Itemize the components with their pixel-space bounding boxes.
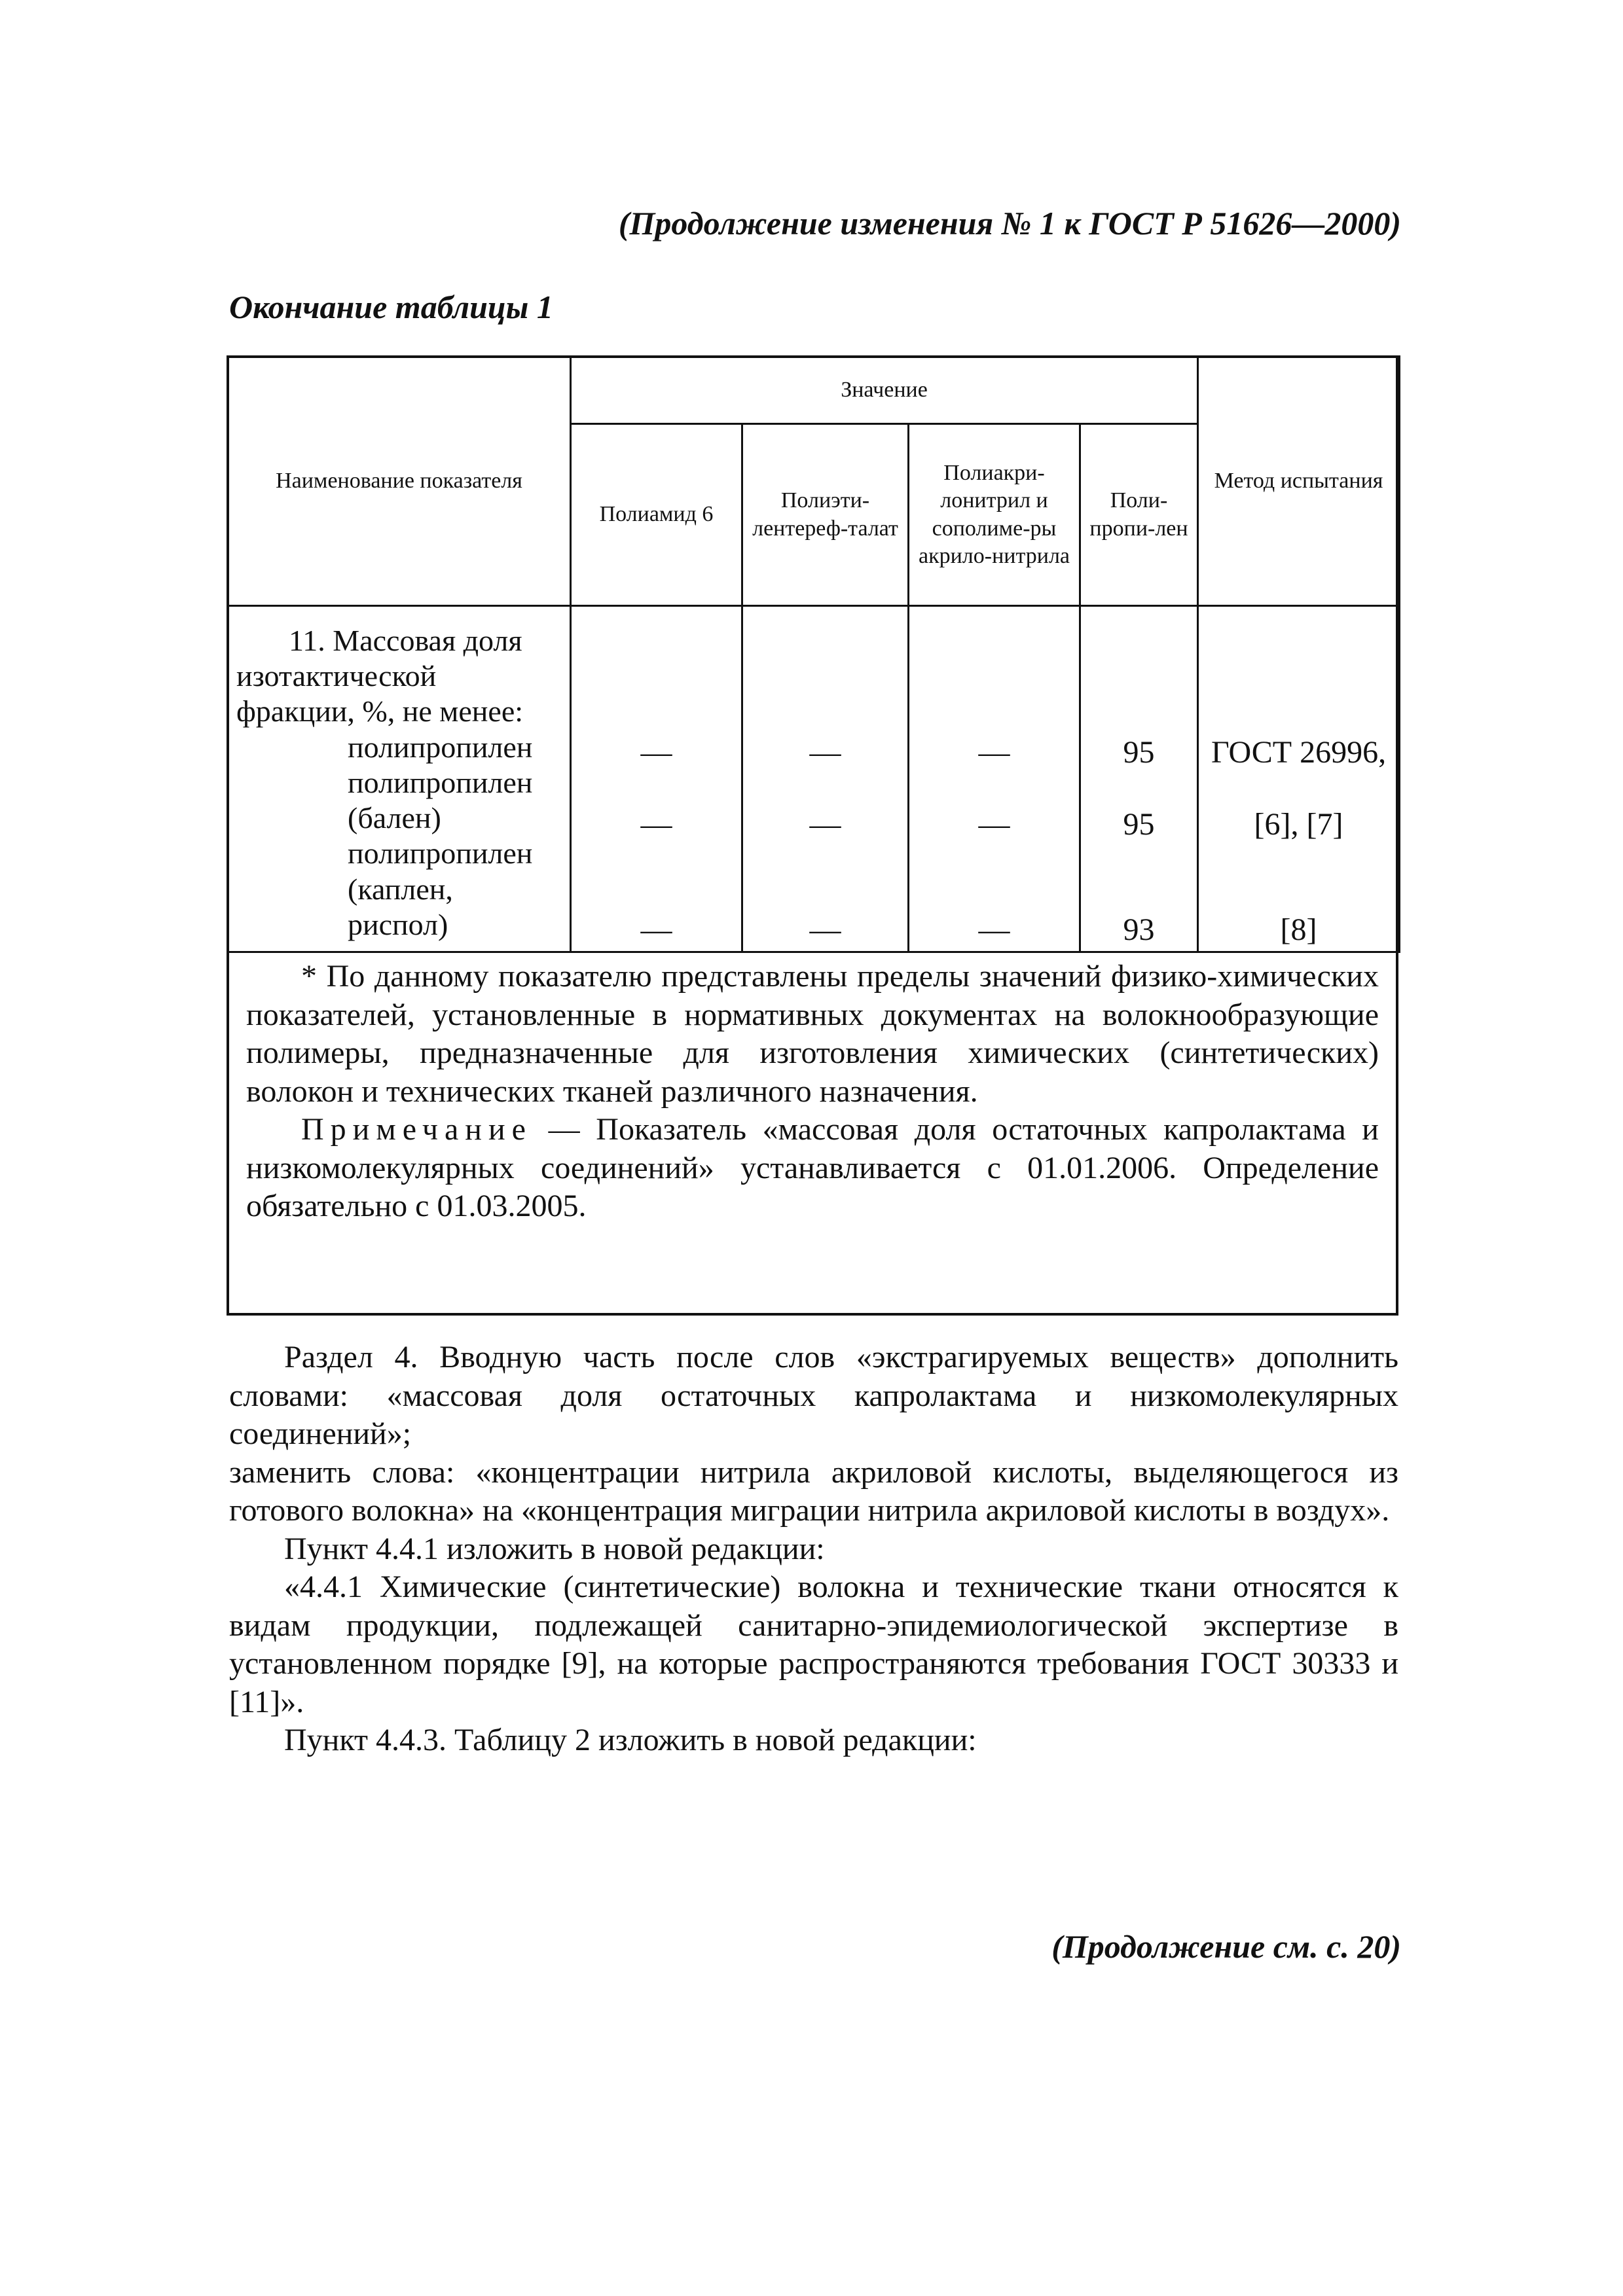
row-item-label: полипропилен (бален) xyxy=(348,765,533,835)
footnote: * По данному показателю представлены пределы значений физико-химических показателей, установленные в нормативных документах на волокнообразующие полимеры, предназначенные для изготовления химических (синтетических) волокон и технических тканей различного назначения. xyxy=(246,959,1379,1109)
note-label: Примечание xyxy=(301,1112,532,1147)
table-notes xyxy=(246,958,1379,1226)
value-cell: — xyxy=(640,807,672,842)
data-table xyxy=(227,355,1400,953)
values-method xyxy=(1198,606,1400,952)
value-cell: 95 xyxy=(1123,807,1155,842)
values-pp xyxy=(1080,606,1198,952)
subheader-polypropylene: Поли-пропи-лен xyxy=(1080,424,1198,606)
subheader-polyacrylonitrile: Полиакри-лонитрил и сополиме-ры акрило-нитрила xyxy=(909,424,1080,606)
value-cell: — xyxy=(978,807,1010,842)
note xyxy=(246,1111,1379,1226)
value-cell: — xyxy=(978,735,1010,770)
row-item-label: полипропилен (каплен, риспол) xyxy=(348,836,533,941)
subheader-polyethylene-terephthalate: Полиэти-лентереф-талат xyxy=(742,424,909,606)
paragraph: Пункт 4.4.3. Таблицу 2 изложить в новой редакции: xyxy=(284,1723,977,1758)
value-cell: 93 xyxy=(1123,912,1155,947)
row-item-label: полипропилен xyxy=(348,730,533,764)
value-cell: — xyxy=(809,807,841,842)
values-pet xyxy=(742,606,909,952)
value-cell: — xyxy=(809,735,841,770)
column-header-method: Метод испытания xyxy=(1198,357,1400,606)
body-text xyxy=(229,1338,1398,1760)
paragraph: «4.4.1 Химические (синтетические) волокна и технические ткани относятся к видам продукции, подлежащей санитарно-эпидемиологической экспертизе в установленном порядке [9], на которые распространяются требования ГОСТ 30333 и [11]». xyxy=(229,1570,1398,1719)
value-cell: 95 xyxy=(1123,735,1155,770)
column-group-header: Значение xyxy=(571,357,1198,424)
subheader-polyamide: Полиамид 6 xyxy=(571,424,742,606)
row-name-cell xyxy=(228,606,571,952)
continuation-header: (Продолжение изменения № 1 к ГОСТ Р 51626—2000) xyxy=(618,205,1401,242)
paragraph: Пункт 4.4.1 изложить в новой редакции: xyxy=(284,1531,825,1566)
note-text: — Показатель «массовая доля остаточных капролактама и низкомолекулярных соединений» устанавливается с 01.01.2006. Определение обязательно с 01.03.2005. xyxy=(246,1112,1379,1224)
method-cell: ГОСТ 26996, xyxy=(1211,735,1387,770)
values-pan xyxy=(909,606,1080,952)
value-cell: — xyxy=(809,912,841,947)
value-cell: — xyxy=(640,735,672,770)
values-polyamide xyxy=(571,606,742,952)
method-cell: [6], [7] xyxy=(1254,807,1343,842)
method-cell: [8] xyxy=(1280,912,1317,947)
continuation-footer: (Продолжение см. с. 20) xyxy=(1051,1928,1401,1965)
value-cell: — xyxy=(978,912,1010,947)
row-name-lead: 11. Массовая доля изотактической фракции, %, не менее: xyxy=(236,623,524,728)
column-header-name: Наименование показателя xyxy=(228,357,571,606)
value-cell: — xyxy=(640,912,672,947)
paragraph: Раздел 4. Вводную часть после слов «экстрагируемых веществ» дополнить словами: «массовая доля остаточных капролактама и низкомолекулярных соединений»; xyxy=(229,1340,1398,1452)
table-caption: Окончание таблицы 1 xyxy=(229,289,553,325)
paragraph: заменить слова: «концентрации нитрила акриловой кислоты, выделяющегося из готового волокна» на «концентрация миграции нитрила акриловой кислоты в воздух». xyxy=(229,1454,1398,1528)
